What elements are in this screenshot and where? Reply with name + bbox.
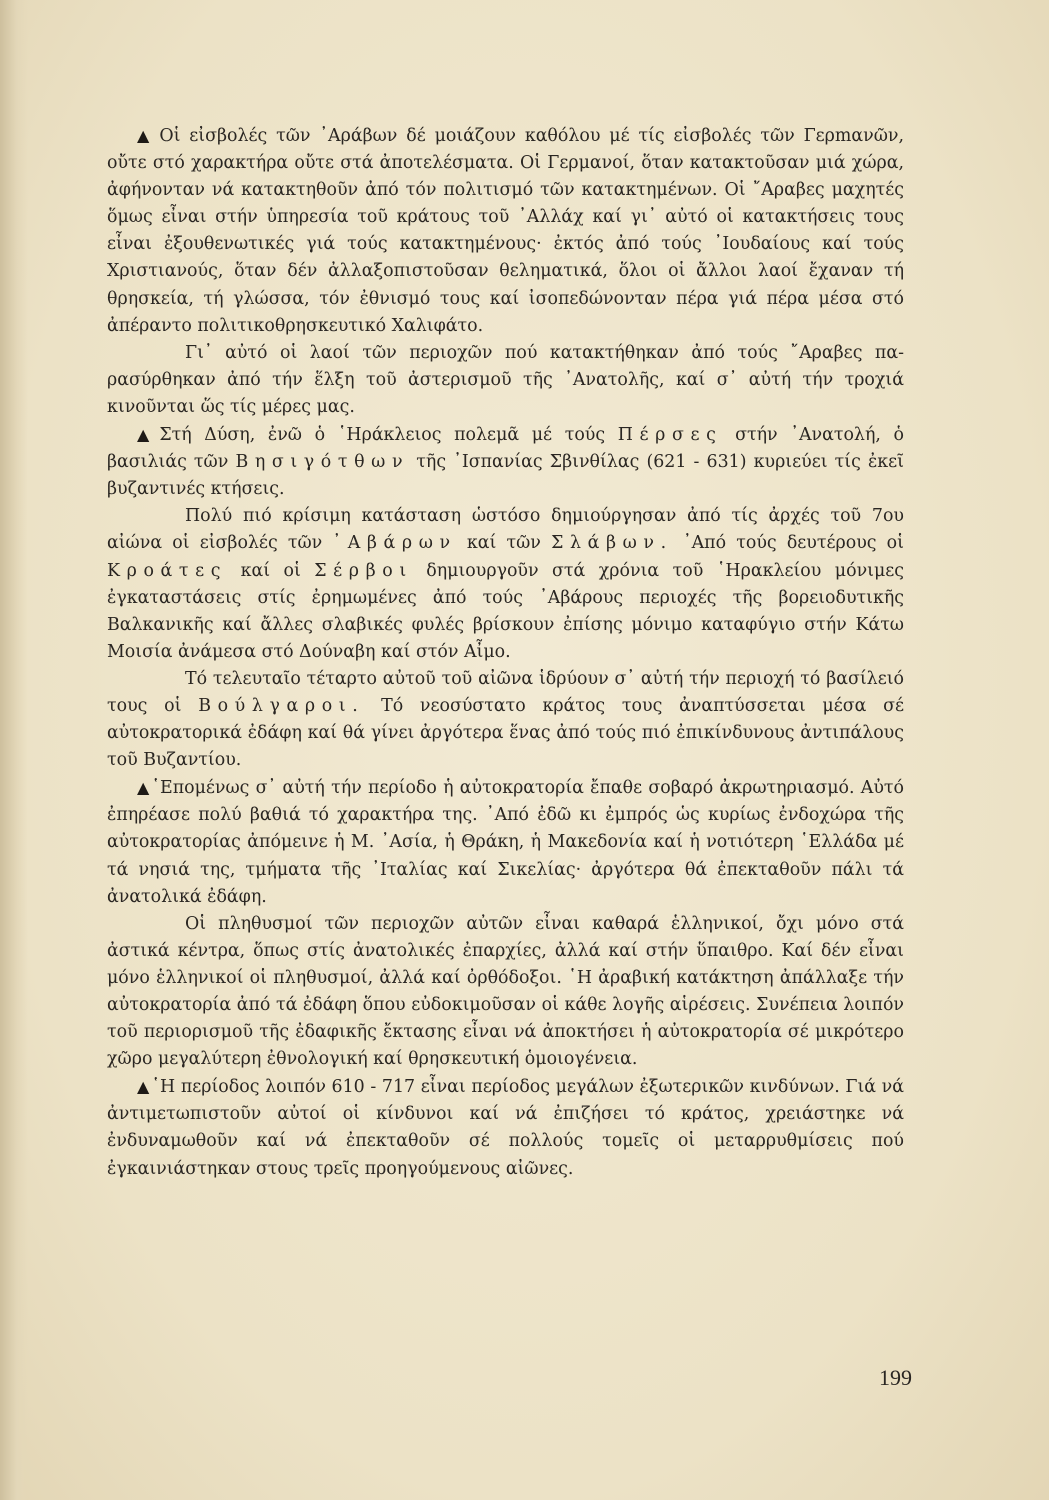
spine-shadow xyxy=(0,0,28,1500)
paragraph-4: Πολύ πιό κρίσιμη κατάσταση ὡστόσο δημιούργησαν ἀπό τίς ἀρχές τοῦ 7ου αἰώνα οἱ εἰσβολές τῶν ᾿Αβάρων καί τῶν Σλάβων. ᾿Από τούς δευτέρους οἱ Κροάτες καί οἱ Σέρβοι δημιουργοῦν στά χρόνια τοῦ ῾Ηρακλείου μόνιμες ἐγκαταστάσεις στίς ἐρημωμένες ἀπό τούς ᾿Αβάρους περιοχές τῆς βορειοδυτικῆς Βαλκανικῆς καί ἄλλες σλαβικές φυλές βρίσκουν ἐπίσης μόνιμο καταφύγιο στήν Κάτω Μοισία ἀνάμεσα στό Δούναβη καί στόν Αἶμο. xyxy=(107,506,905,662)
body-text xyxy=(107,122,904,1183)
spaced-term: Σλάβων. xyxy=(551,533,673,554)
paragraph-6: ▲ ῾Επομένως σ᾿ αὐτή τήν περίοδο ἡ αὐτοκρατορία ἔπαθε σοβαρό ἀκρωτηριασμό. Αὐτό ἐπηρέασε πολύ βαθιά τό χαρακτήρα της. ᾿Από ἐδῶ κι ἐμπρός ὡς κυρίως ἐνδοχώρα τῆς αὐτοκρατορίας ἀπόμεινε ἡ Μ. ᾿Ασία, ἡ Θράκη, ἡ Μακεδονία καί ἡ νοτιότερη ῾Ελλάδα μέ τά νησιά της, τμήματα τῆς ᾿Ιταλίας καί Σικελίας· ἀργότερα θά ἐπεκταθοῦν πάλι τά ἀνατολικά ἐδάφη. xyxy=(107,774,904,910)
paragraph-2: Γι᾿ αὐτό οἱ λαοί τῶν περιοχῶν πού κατακτήθηκαν ἀπό τούς ῎Αραβες παρασύρθηκαν ἀπό τήν ἕλξη τοῦ ἀστερισμοῦ τῆς ᾿Ανατολῆς, καί σ᾿ αὐτή τήν τροχιά κινοῦνται ὥς τίς μέρες μας. xyxy=(107,342,904,417)
section-triangle-icon: ▲ xyxy=(137,425,150,445)
spaced-term: Σέρβοι xyxy=(314,560,413,581)
page-number: 199 xyxy=(879,1365,912,1390)
spaced-term: ᾿Αβάρων xyxy=(332,533,457,554)
paragraph-7: Οἱ πληθυσμοί τῶν περιοχῶν αὐτῶν εἶναι καθαρά ἑλληνικοί, ὄχι μόνο στά ἀστικά κέντρα, ὅπως στίς ἀνατολικές ἐπαρχίες, ἀλλά καί στήν ὕπαιθρο. Καί δέν εἶναι μόνο ἑλληνικοί οἱ πληθυσμοί, ἀλλά καί ὀρθόδοξοι. ῾Η ἀραβική κατάκτηση ἀπάλλαξε τήν αὐτοκρατορία ἀπό τά ἐδάφη ὅπου εὐδοκιμοῦσαν οἱ κάθε λογῆς αἱρέσεις. Συνέπεια λοιπόν τοῦ περιορισμοῦ τῆς ἐδαφικῆς ἔκτασης εἶναι νά ἀποκτήσει ἡ αὐτοκρατορία σέ μικρότερο χῶρο μεγαλύτερη ἐθνολογική καί θρησκευτική ὁμοιογένεια. xyxy=(107,913,904,1070)
paragraph-3: ▲ Στή Δύση, ἐνῶ ὁ ῾Ηράκλειος πολεμᾶ μέ τούς Πέρσες στήν ᾿Ανατολή, ὁ βασιλιάς τῶν Βησιγότθων τῆς ᾿Ισπανίας Σβινθίλας (621 - 631) κυριεύει τίς ἐκεῖ βυζαντινές κτήσεις. xyxy=(107,421,904,503)
paragraph-8: ▲ ῾Η περίοδος λοιπόν 610 - 717 εἶναι περίοδος μεγάλων ἐξωτερικῶν κινδύνων. Γιά νά ἀντιμετωπιστοῦν αὐτοί οἱ κίνδυνοι καί νά ἐπιζήσει τό κράτος, χρειάστηκε νά ἐνδυναμωθοῦν καί νά ἐπεκταθοῦν σέ πολλούς τομεῖς οἱ μεταρρυθμίσεις πού ἐγκαινιάστηκαν στους τρεῖς προηγούμενους αἰῶνες. xyxy=(107,1073,904,1182)
spaced-term: Βούλγαροι. xyxy=(198,695,365,716)
paragraph-1: ▲ Οἱ εἰσβολές τῶν ᾿Αράβων δέ μοιάζουν καθόλου μέ τίς εἰσβολές τῶν Γερmανῶν, οὔτε στό χαρακτήρα οὔτε στά ἀποτελέσματα. Οἱ Γερμανοί, ὅταν κατακτοῦσαν μιά χώρα, ἀφήνονταν νά κατακτηθοῦν ἀπό τόν πολιτισμό τῶν κατακτημένων. Οἱ ῎Αραβες μαχητές ὅμως εἶναι στήν ὑπηρεσία τοῦ κράτους τοῦ ᾿Αλλάχ καί γι᾿ αὐτό οἱ κατακτήσεις τους εἶναι ἐξουθενωτικές γιά τούς κατακτημένους· ἐκτός ἀπό τούς ᾿Ιουδαίους καί τούς Χριστιανούς, ὅταν δέν ἀλλαξοπιστοῦσαν θεληματικά, ὅλοι οἱ ἄλλοι λαοί ἔχαναν τή θρησκεία, τή γλώσσα, τόν ἐθνισμό τους καί ἰσοπεδώνονταν πέρα γιά πέρα μέσα στό ἀπέραντο πολιτικοθρησκευτικό Χαλιφάτο. xyxy=(107,122,904,340)
spaced-term: Πέρσες xyxy=(617,425,723,446)
spaced-term: Βησιγότθων xyxy=(235,452,410,473)
section-triangle-icon: ▲ xyxy=(137,126,150,145)
paragraph-5: Τό τελευταῖο τέταρτο αὐτοῦ τοῦ αἰῶνα ἱδρύουν σ᾿ αὐτή τήν περιοχή τό βασίλειό τους οἱ Βούλγαροι. Τό νεοσύστατο κράτος τους ἀναπτύσσεται μέσα σέ αὐτοκρατορικά ἐδάφη καί θά γίνει ἀργότερα ἕνας ἀπό τούς πιό ἐπικίνδυνους ἀντιπάλους τοῦ Βυζαντίου. xyxy=(107,668,904,771)
section-triangle-icon: ▲ xyxy=(137,778,150,798)
section-triangle-icon: ▲ xyxy=(137,1077,150,1097)
spaced-term: Κροάτες xyxy=(107,560,228,581)
